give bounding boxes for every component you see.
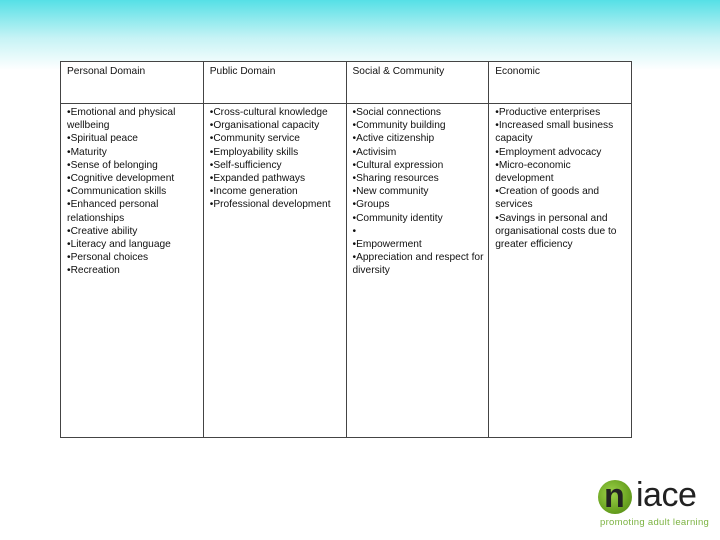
list-item: •Organisational capacity: [209, 120, 320, 132]
list-item: •Activisim: [352, 146, 397, 158]
niace-logo: [598, 476, 710, 530]
list-item: •Cross-cultural knowledge: [209, 107, 328, 118]
list-item: •Spiritual peace: [67, 133, 138, 145]
list-item: •Cognitive development: [67, 173, 175, 185]
cell-public-domain: [203, 104, 346, 438]
list-item: •Savings in personal and organisational costs due to greater efficiency: [495, 212, 617, 251]
list-item: •Professional development: [209, 199, 331, 211]
header-social-community: Social & Community: [346, 62, 489, 104]
list-item: •Creative ability: [67, 225, 138, 237]
list-item: •Community building: [352, 120, 446, 132]
list-item: •Employability skills: [209, 146, 299, 158]
list-item: •Employment advocacy: [495, 146, 602, 158]
list-item: •Expanded pathways: [209, 173, 306, 185]
cell-economic: [489, 104, 632, 438]
header-personal-domain: Personal Domain: [61, 62, 204, 104]
list-item: •: [352, 225, 357, 237]
header-public-domain: Public Domain: [203, 62, 346, 104]
table-body-row: [61, 104, 632, 438]
list-item: •Cultural expression: [352, 159, 444, 171]
list-item: •Sense of belonging: [67, 159, 158, 171]
list-item: •Micro-economic development: [495, 159, 571, 185]
list-item: •Maturity: [67, 146, 107, 158]
list-item: •Communication skills: [67, 186, 167, 198]
list-item: •Community identity: [352, 212, 443, 224]
list-item: •Social connections: [352, 107, 442, 118]
list-item: •Active citizenship: [352, 133, 435, 145]
list-item: •Literacy and language: [67, 239, 171, 251]
table-header-row: [61, 62, 632, 104]
list-item: •Emotional and physical wellbeing: [67, 107, 176, 132]
list-item: •Community service: [209, 133, 300, 145]
list-item: •Productive enterprises: [495, 107, 601, 118]
list-item: •Appreciation and respect for diversity: [352, 252, 484, 277]
cell-personal-domain: [61, 104, 204, 438]
cell-social-community: [346, 104, 489, 438]
list-item: •Groups: [352, 199, 390, 211]
header-economic: Economic: [489, 62, 632, 104]
domains-table: [60, 61, 632, 438]
logo-tagline: promoting adult learning: [600, 517, 710, 528]
logo-letters-iace: iace: [636, 476, 697, 514]
list-item: •Creation of goods and services: [495, 186, 600, 211]
list-item: •Personal choices: [67, 252, 149, 264]
list-item: •Self-sufficiency: [209, 159, 282, 171]
list-item: •Enhanced personal relationships: [67, 199, 159, 224]
list-item: •Sharing resources: [352, 173, 439, 185]
list-item: •Increased small business capacity: [495, 120, 614, 145]
list-item: •Recreation: [67, 265, 120, 277]
logo-letter-n: n: [604, 477, 625, 515]
list-item: •Empowerment: [352, 239, 422, 251]
list-item: •Income generation: [209, 186, 298, 198]
list-item: •New community: [352, 186, 429, 198]
